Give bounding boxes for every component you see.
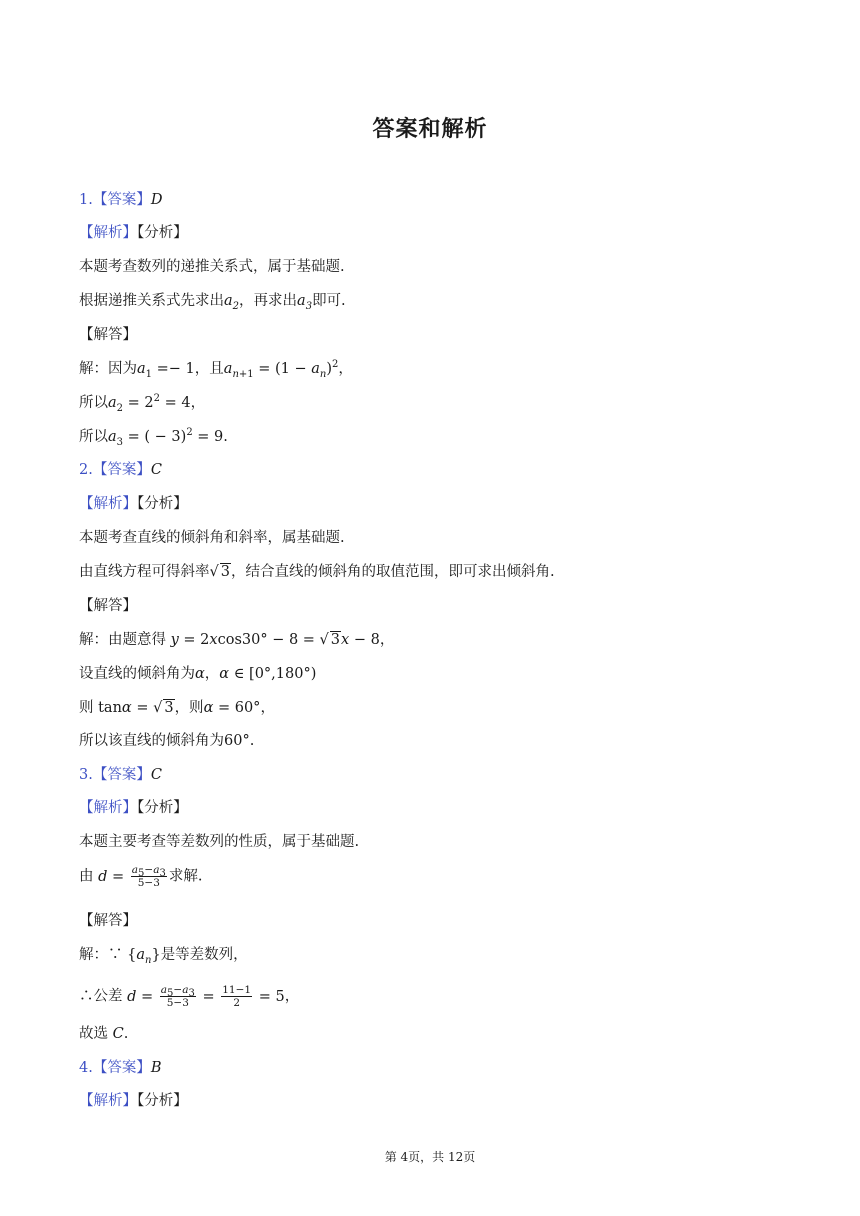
q4-fenxi-tag: 【分析】 <box>137 1093 188 1109</box>
q2-sol1a: 解：由题意得 <box>79 632 166 648</box>
q2-analysis-2b: ，结合直线的倾斜角的取值范围，即可求出倾斜角. <box>230 564 555 580</box>
q2-jieda-tag: 【解答】 <box>79 598 137 614</box>
math-sqrt3: √ 3 <box>209 564 230 580</box>
q2-analysis-2 <box>79 561 555 583</box>
q3-solution-3 <box>79 1023 128 1045</box>
q3-answer-line <box>79 764 162 786</box>
q4-jiexi-tag: 【解析】 <box>79 1093 137 1109</box>
math-alpha: α <box>195 666 205 682</box>
q2-solution-1 <box>79 629 394 651</box>
math-a2: $a_2$ <box>224 293 240 312</box>
math-60deg: 60° <box>224 733 250 749</box>
q1-sol3b: . <box>223 429 228 445</box>
q2-number: 2. <box>79 462 93 478</box>
q2-answer-line <box>79 459 162 481</box>
q2-sol1b: ， <box>379 632 395 648</box>
math-alpha-60: α = 60° <box>203 700 261 716</box>
q3-sol3b: . <box>123 1026 129 1042</box>
q3-analysis-2b: 求解. <box>168 868 203 885</box>
q4-answer: B <box>150 1060 162 1076</box>
q1-sol2b: ， <box>190 395 206 411</box>
q2-sol2b: ， <box>204 666 220 682</box>
q1-solution-1 <box>79 358 353 380</box>
q3-jiexi-tag: 【解析】 <box>79 800 137 816</box>
q1-answer: D <box>150 192 163 208</box>
q3-analysis-1: 本题主要考查等差数列的性质，属于基础题. <box>79 834 360 850</box>
math-d-value: d = $\frac{a_5-a_3}{5-3}$ = $\frac{11-1}{2}$ = 5 <box>127 984 285 1009</box>
q3-answer: C <box>150 767 162 783</box>
q1-sol1c: ， <box>338 361 353 377</box>
math-choice-c: C <box>108 1026 124 1042</box>
q1-solution-3 <box>79 426 228 448</box>
q2-analysis-1: 本题考查直线的倾斜角和斜率，属基础题. <box>79 530 345 546</box>
q1-solution-2 <box>79 392 205 414</box>
math-a3: $a_3$ <box>297 293 313 312</box>
q2-answer: C <box>150 462 162 478</box>
q3-solution-2 <box>79 984 299 1009</box>
q2-fenxi-tag: 【分析】 <box>137 496 188 512</box>
math-an-set: $\{a_n\}$ <box>122 947 161 966</box>
q1-sol1a: 解：因为 <box>79 361 137 377</box>
q3-sol2b: ， <box>284 988 300 1005</box>
q3-analysis-2a: 由 <box>79 868 94 885</box>
q1-jiexi-line <box>79 222 188 244</box>
q3-sol1b: 是等差数列， <box>160 947 248 963</box>
math-recurrence: $a_{n+1} = (1 - a_n)^2$ <box>223 359 339 380</box>
q4-jiexi-line <box>79 1090 188 1112</box>
q2-solution-3 <box>79 697 275 719</box>
q1-analysis-2a: 根据递推关系式先求出 <box>79 293 224 309</box>
q1-fenxi-tag: 【分析】 <box>137 225 188 241</box>
q2-sol4a: 所以该直线的倾斜角为 <box>79 733 224 749</box>
math-line-eq: y = 2xcos30° − 8 = √ 3x − 8 <box>170 632 380 648</box>
q3-sol2a: ∴公差 <box>79 988 123 1005</box>
q3-sol3a: 故选 <box>79 1026 108 1042</box>
q2-answer-tag: 【答案】 <box>92 462 151 478</box>
q2-jiexi-tag: 【解析】 <box>79 496 137 512</box>
q1-sol3a: 所以 <box>79 429 108 445</box>
q3-answer-tag: 【答案】 <box>92 767 151 783</box>
q1-analysis-2 <box>79 290 346 312</box>
q2-sol2a: 设直线的倾斜角为 <box>79 666 195 682</box>
q2-sol3a: 则 <box>79 700 94 716</box>
q1-sol2a: 所以 <box>79 395 108 411</box>
q3-sol1a: 解：∵ <box>79 947 123 963</box>
q3-analysis-2 <box>79 864 202 889</box>
q2-sol4b: . <box>249 733 255 749</box>
math-a1-eq: $a_1 =- 1$ <box>137 361 195 380</box>
q3-number: 3. <box>79 767 93 783</box>
q1-analysis-1: 本题考查数列的递推关系式，属于基础题. <box>79 259 345 275</box>
q4-answer-tag: 【答案】 <box>92 1060 151 1076</box>
q1-sol1b: ，且 <box>194 361 224 377</box>
q3-jiexi-line <box>79 797 188 819</box>
q2-solution-4 <box>79 730 254 752</box>
q1-answer-tag: 【答案】 <box>92 192 151 208</box>
q2-solution-2 <box>79 663 316 685</box>
q1-jieda-tag: 【解答】 <box>79 327 137 343</box>
math-a3-eq: $a_3$ = ( − 3)$^2$ = 9 <box>108 427 224 448</box>
q1-analysis-2c: 即可. <box>312 293 346 309</box>
q1-analysis-2b: ，再求出 <box>239 293 298 309</box>
q2-sol3b: ，则 <box>174 700 204 716</box>
q3-solution-1 <box>79 944 248 966</box>
q2-analysis-2a: 由直线方程可得斜率 <box>79 564 210 580</box>
q2-sol3c: ， <box>260 700 275 716</box>
q1-number: 1. <box>79 192 93 208</box>
q1-jiexi-tag: 【解析】 <box>79 225 137 241</box>
q1-answer-line <box>79 189 162 211</box>
q3-jieda-tag: 【解答】 <box>79 913 137 929</box>
math-d-formula: d = $\frac{a_5-a_3}{5-3}$ <box>98 864 166 889</box>
page-footer: 第 4页，共 12页 <box>384 1150 476 1164</box>
math-a2-eq: $a_2 = 2^2 = 4$ <box>108 393 191 414</box>
q2-jiexi-line <box>79 493 188 515</box>
q4-number: 4. <box>79 1060 93 1076</box>
page-title: 答案和解析 <box>372 117 488 142</box>
q4-answer-line <box>79 1057 162 1079</box>
q3-fenxi-tag: 【分析】 <box>137 800 188 816</box>
math-alpha-range: α ∈ [0°,180°) <box>219 666 317 682</box>
math-tan: tanα = √ 3 <box>93 700 174 716</box>
